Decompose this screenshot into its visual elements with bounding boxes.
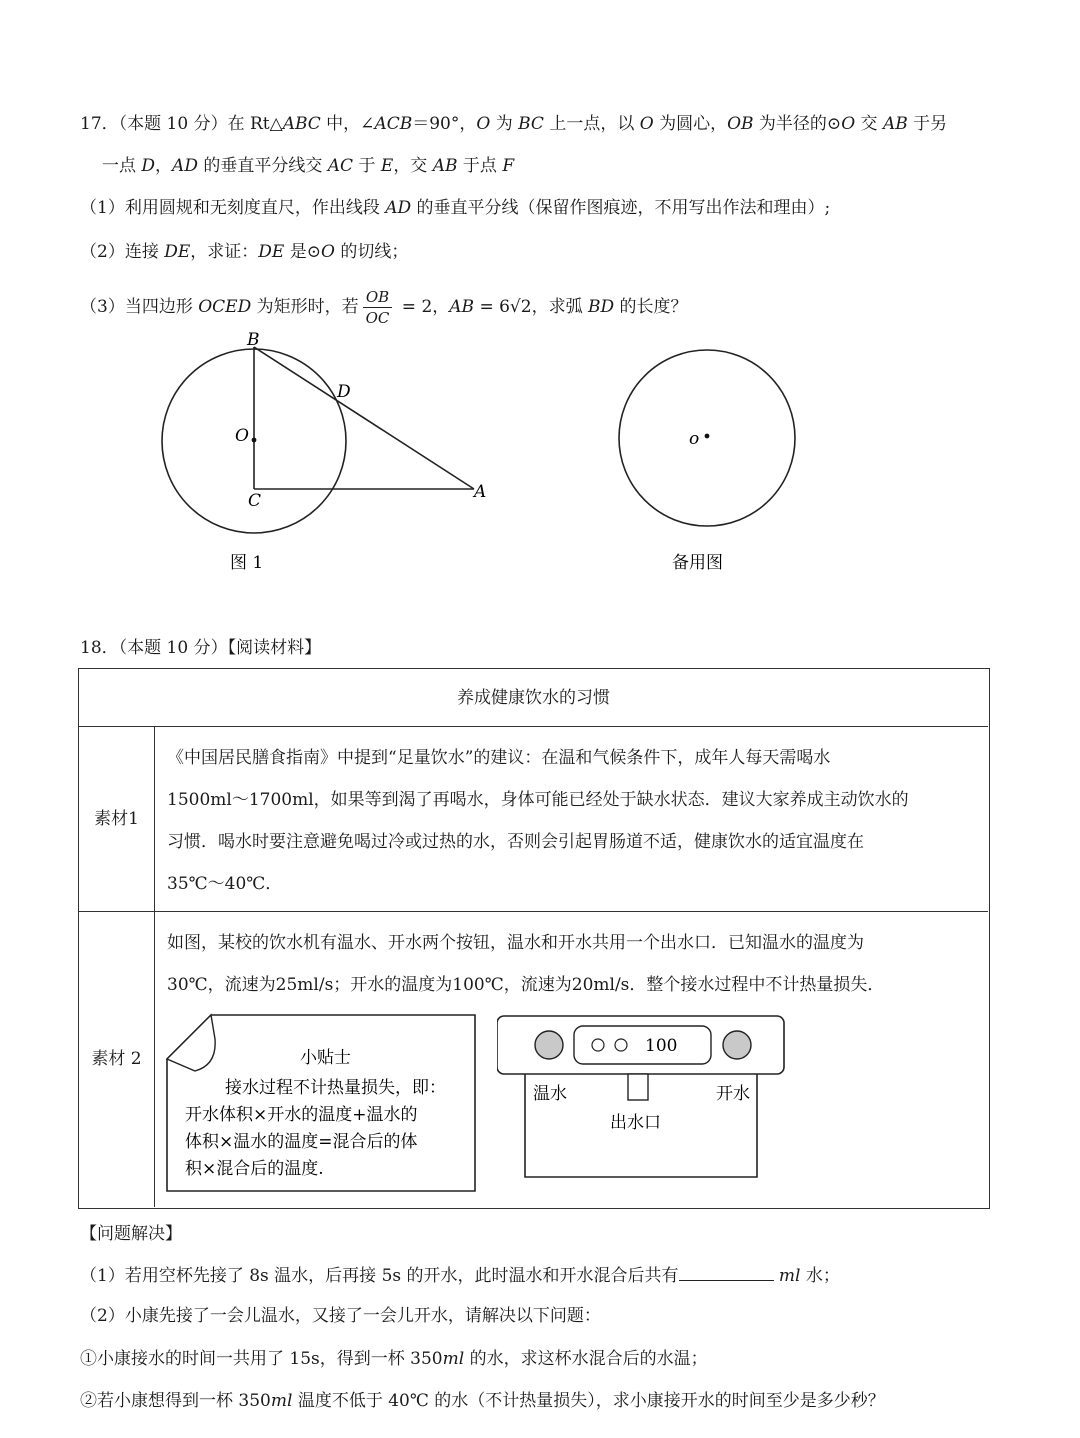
- math-symbol: F: [502, 156, 515, 176]
- math-symbol: DE: [258, 242, 285, 262]
- solve-header: 【问题解决】: [80, 1224, 182, 1244]
- warm-water-label: 温水: [533, 1084, 567, 1104]
- material-1-content: [155, 727, 988, 912]
- m1-line: 35℃～40℃．: [167, 874, 283, 894]
- text-segment: （2）连接: [80, 242, 165, 262]
- tip-line: 开水体积×开水的温度+温水的: [185, 1105, 418, 1125]
- ratio-fraction: $\frac{OB}{OC}$: [363, 287, 393, 328]
- sub-question-2-1: [80, 1347, 708, 1371]
- math-symbol: AB: [432, 156, 458, 176]
- text-segment: ，: [155, 156, 173, 176]
- outlet-nozzle: [628, 1074, 648, 1100]
- q17-part2: [80, 240, 408, 264]
- label-a: A: [474, 482, 487, 502]
- q17-line1: [80, 112, 947, 136]
- hot-water-button: [723, 1031, 751, 1059]
- q18-header: 18．（本题 10 分）【阅读材料】: [80, 638, 322, 658]
- math-symbol: O: [320, 242, 335, 262]
- figure-1: [150, 325, 510, 585]
- text-segment: 于点: [457, 156, 503, 176]
- text-segment: （1）利用圆规和无刻度直尺，作出线段: [80, 198, 386, 218]
- math-symbol: AB: [882, 114, 908, 134]
- m2-line: 30℃，流速为25ml/s；开水的温度为100℃，流速为20ml/s．整个接水过程中不计热量损失．: [167, 975, 885, 995]
- segment-ba: [254, 347, 474, 489]
- math-symbol: BC: [518, 114, 544, 134]
- text-segment: 的切线；: [334, 242, 409, 262]
- math-symbol: O: [639, 114, 654, 134]
- hot-water-label: 开水: [716, 1084, 750, 1104]
- text-segment: 于: [353, 156, 381, 176]
- label-c: C: [248, 491, 262, 511]
- q17-line2: [102, 154, 514, 178]
- math-symbol: ml: [270, 1391, 293, 1411]
- text-segment: 温度不低于 40℃ 的水（不计热量损失），求小康接开水的时间至少是多少秒？: [292, 1391, 885, 1411]
- label-b: B: [247, 330, 260, 350]
- tip-note-fold: [167, 1015, 215, 1071]
- text-segment: 17．（本题 10 分）在 Rt△: [80, 114, 283, 134]
- center-o-dot: [252, 438, 257, 443]
- tip-line: 体积×温水的温度=混合后的体: [185, 1132, 418, 1152]
- tip-note: [165, 1013, 477, 1193]
- text-segment: 交: [855, 114, 883, 134]
- answer-blank[interactable]: [679, 1262, 774, 1281]
- m1-line: 1500ml～1700ml，如果等到渴了再喝水，身体可能已经处于缺水状态．建议大家养成主动饮水的: [167, 790, 909, 810]
- material-2-label: 素材 2: [79, 912, 155, 1207]
- text-segment: 的垂直平分线（保留作图痕迹，不用写出作法和理由）;: [411, 198, 831, 218]
- math-symbol: ACB: [374, 114, 413, 134]
- text-segment: 是⊙: [284, 242, 321, 262]
- math-symbol: D: [141, 156, 156, 176]
- material-2-content: [155, 912, 988, 1207]
- math-symbol: ABC: [282, 114, 321, 134]
- tip-line: 积×混合后的温度.: [185, 1159, 324, 1179]
- math-symbol: ml: [442, 1349, 465, 1369]
- display-value: 100: [645, 1036, 678, 1056]
- math-symbol: O: [841, 114, 856, 134]
- tip-line: 接水过程不计热量损失，即：: [225, 1078, 446, 1098]
- m1-line: 《中国居民膳食指南》中提到“足量饮水”的建议：在温和气候条件下，成年人每天需喝水: [167, 748, 831, 768]
- math-symbol: DE: [164, 242, 191, 262]
- text-segment: 为半径的⊙: [753, 114, 842, 134]
- text-segment: 中，∠: [320, 114, 375, 134]
- m2-line: 如图，某校的饮水机有温水、开水两个按钮，温水和开水共用一个出水口．已知温水的温度为: [167, 933, 864, 953]
- label-d: D: [337, 382, 351, 402]
- sub-question-2-2: [80, 1389, 885, 1413]
- math-symbol: O: [476, 114, 491, 134]
- material-table: [78, 668, 990, 1209]
- q17-part3: （3）当四边形 OCED 为矩形时，若 $\frac{OB}{OC}$ = 2，AB = 6√2，求弧 BD 的长度？: [80, 288, 688, 327]
- math-symbol: OB: [727, 114, 754, 134]
- display-indicator: [592, 1039, 604, 1051]
- text-segment: ，交: [393, 156, 433, 176]
- text-segment: ，求证：: [190, 242, 259, 262]
- text-segment: ②若小康想得到一杯 350: [80, 1391, 271, 1411]
- table-title: 养成健康饮水的习惯: [79, 669, 988, 727]
- text-segment: 的水，求这杯水混合后的水温；: [464, 1349, 708, 1369]
- math-symbol: AC: [327, 156, 354, 176]
- tip-title: 小贴士: [300, 1048, 351, 1068]
- label-o: O: [235, 426, 249, 446]
- figure-backup: [600, 340, 820, 585]
- text-segment: 的垂直平分线交: [197, 156, 328, 176]
- sub-question-2: （2）小康先接了一会儿温水，又接了一会儿开水，请解决以下问题：: [80, 1306, 601, 1326]
- backup-caption: 备用图: [672, 553, 723, 573]
- text-segment: ＝90°，: [412, 114, 477, 134]
- water-dispenser: [497, 1014, 797, 1184]
- text-segment: 一点: [102, 156, 142, 176]
- figure-1-caption: 图 1: [230, 553, 264, 573]
- math-symbol: E: [380, 156, 394, 176]
- backup-center-dot: [705, 434, 710, 439]
- q17-part1: [80, 196, 830, 220]
- text-segment: 于另: [907, 114, 948, 134]
- math-symbol: AD: [172, 156, 198, 176]
- backup-label-o: o: [689, 429, 700, 449]
- material-1-label: 素材1: [79, 727, 155, 912]
- m1-line: 习惯．喝水时要注意避免喝过冷或过热的水，否则会引起胃肠道不适，健康饮水的适宜温度在: [167, 832, 864, 852]
- warm-water-button: [535, 1031, 563, 1059]
- outlet-label: 出水口: [610, 1113, 661, 1133]
- text-segment: 为: [490, 114, 519, 134]
- math-symbol: AD: [385, 198, 412, 218]
- display-indicator: [615, 1039, 627, 1051]
- text-segment: 上一点，以: [543, 114, 640, 134]
- text-segment: ①小康接水的时间一共用了 15s，得到一杯 350: [80, 1349, 443, 1369]
- text-segment: 为圆心，: [653, 114, 728, 134]
- sub-question-1: （1）若用空杯先接了 8s 温水，后再接 5s 的开水，此时温水和开水混合后共有 ml 水；: [80, 1262, 840, 1288]
